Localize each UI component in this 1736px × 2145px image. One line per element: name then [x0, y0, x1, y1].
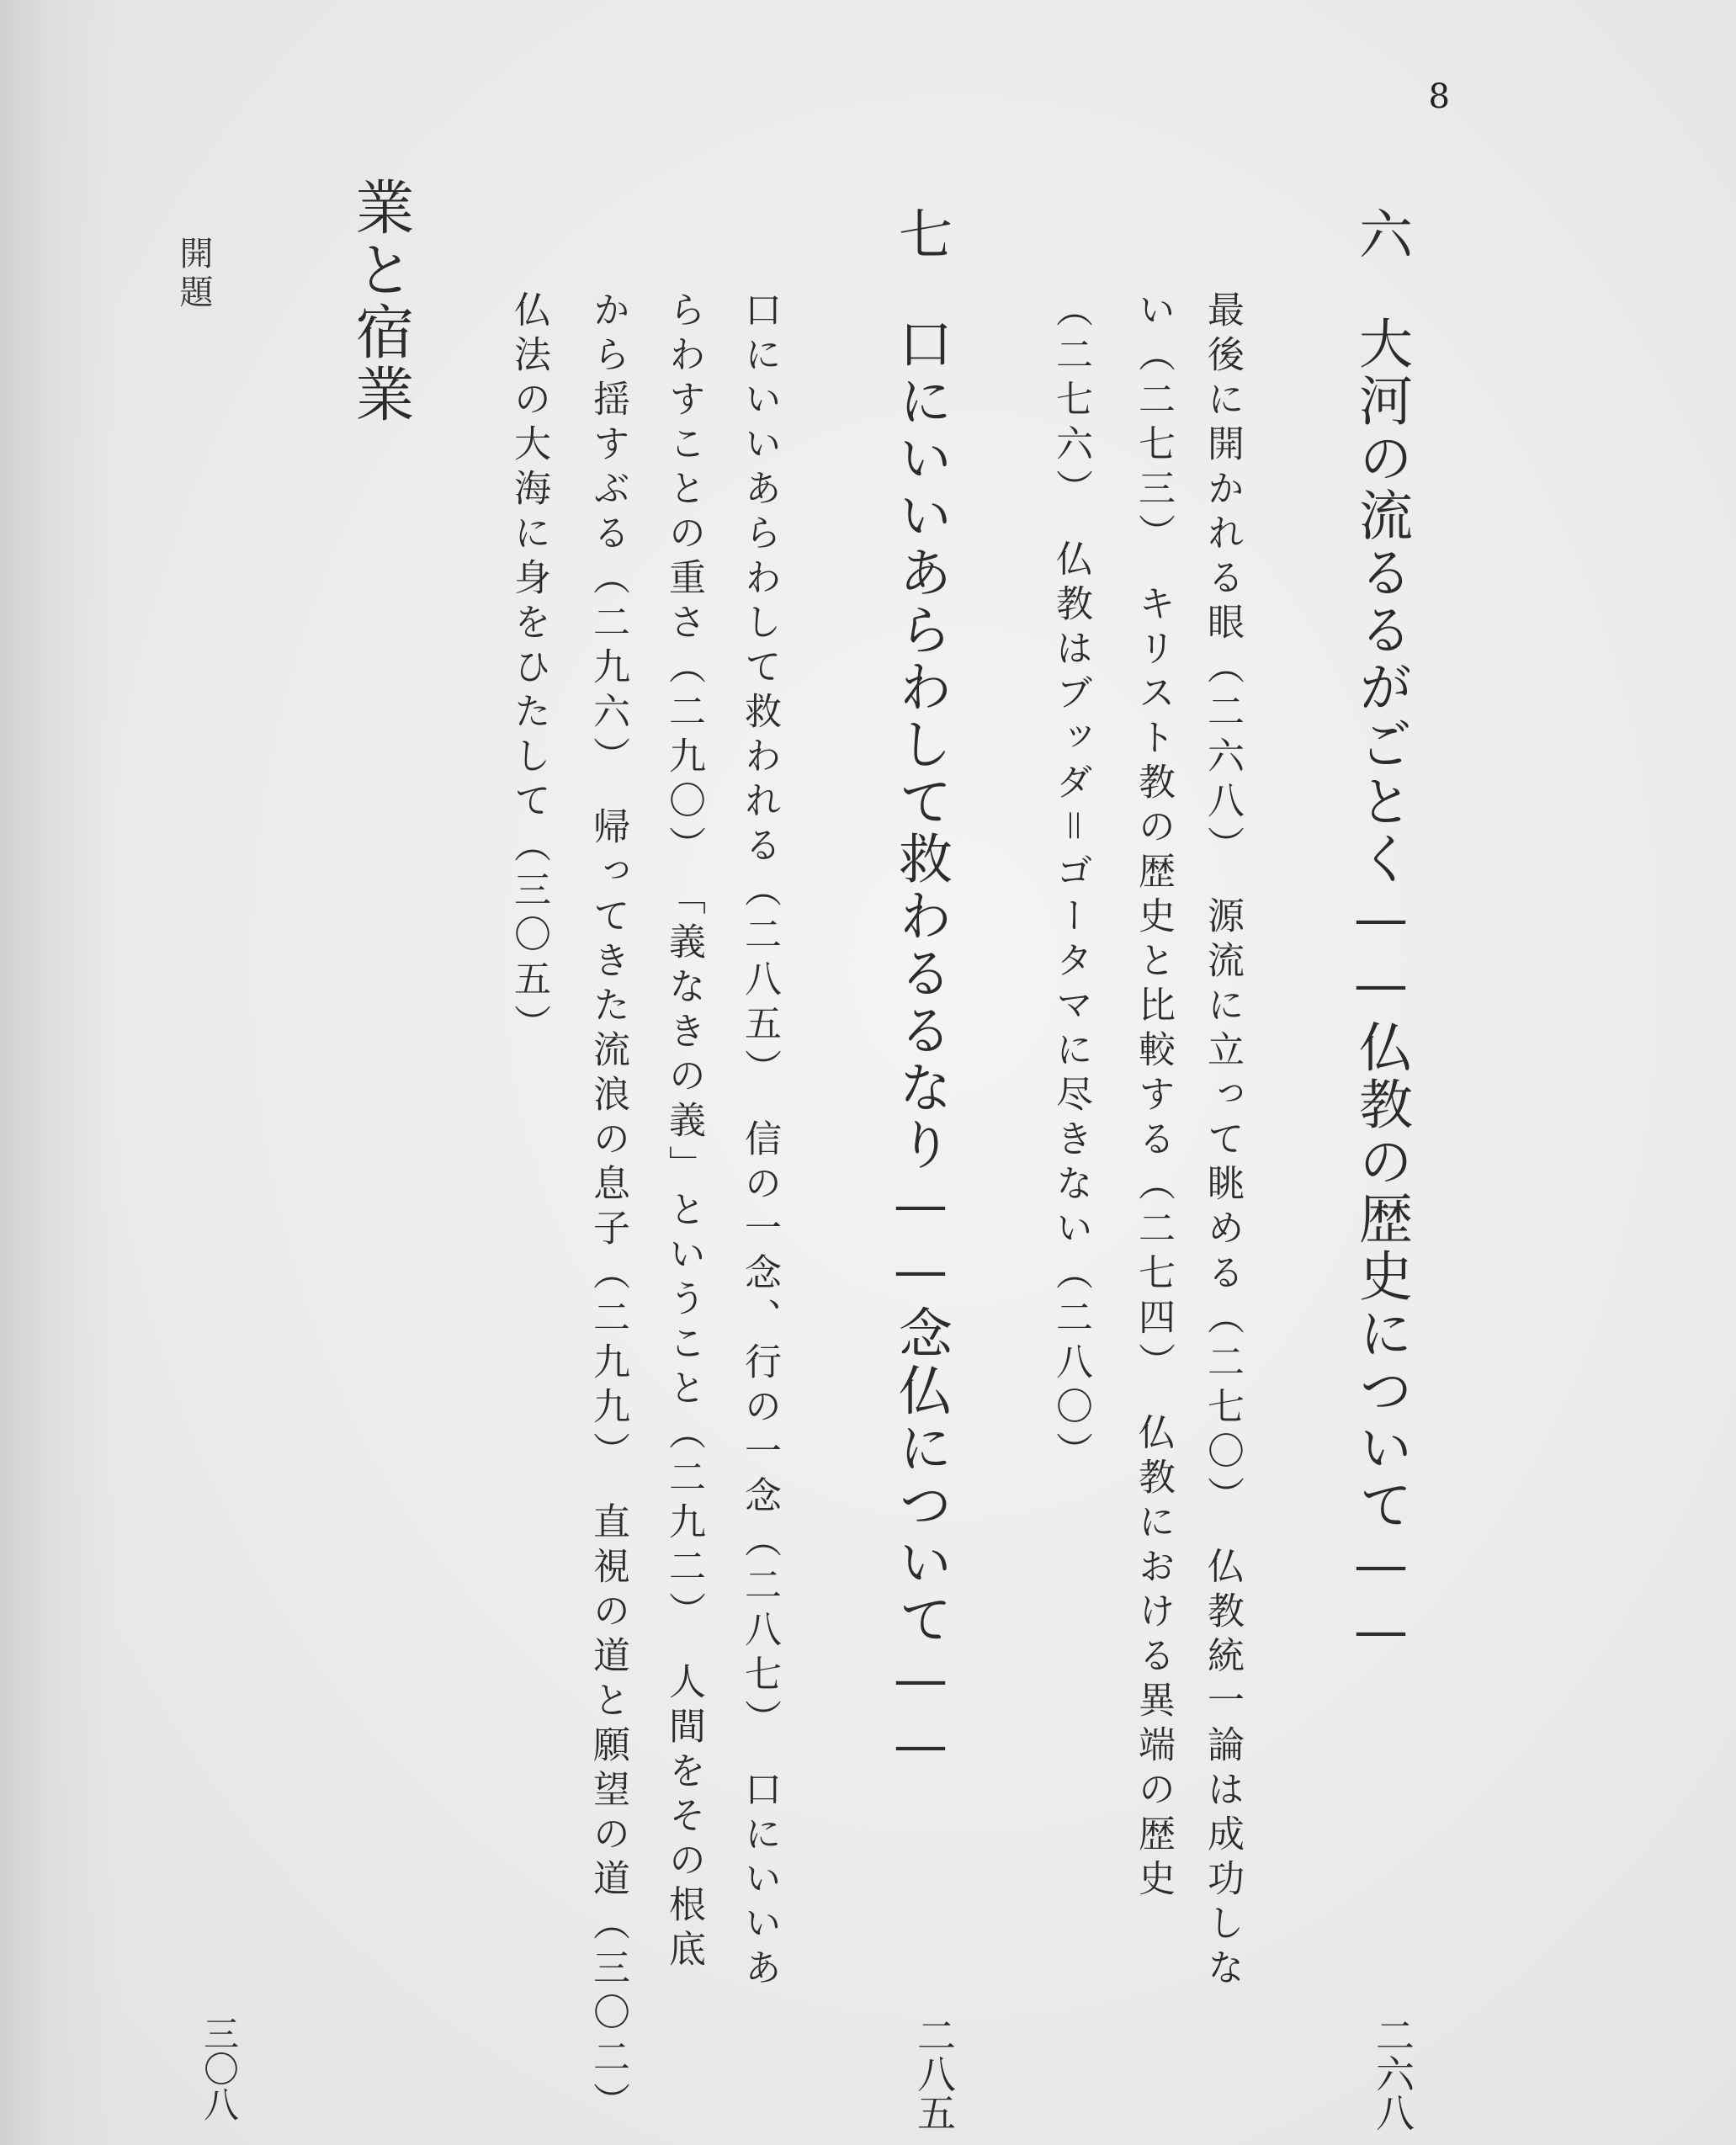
section-title: 業と宿業	[346, 177, 415, 426]
chapter-7-number: 七	[889, 206, 952, 263]
page-gutter-shadow	[0, 0, 118, 2145]
chapter-7-page: 二八五	[911, 2015, 957, 2132]
chapter-6-page: 二六八	[1370, 2015, 1415, 2132]
chapter-6-line-3: （二七六） 仏教はブッダ＝ゴータマに尽きない（二八〇）	[1049, 290, 1092, 1476]
chapter-7-line-2: らわすことの重さ（二九〇） 「義なきの義」ということ（二九二） 人間をその根底	[662, 290, 705, 1974]
chapter-6-line-1: 最後に開かれる眼（二六八） 源流に立って眺める（二七〇） 仏教統一論は成功しな	[1201, 290, 1244, 1993]
chapter-6-title: 大河の流るるがごとく——仏教の歴史について——	[1350, 316, 1412, 1665]
chapter-7-line-3: から揺すぶる（二九六） 帰ってきた流浪の息子（二九九） 直視の道と願望の道（三〇二）	[587, 290, 629, 2126]
chapter-6-heading	[1342, 206, 1420, 1665]
running-head-page: 三〇八	[199, 2015, 240, 2121]
chapter-6-number: 六	[1350, 206, 1412, 263]
chapter-7-line-1: 口にいいあらわして救われる（二八五） 信の一念、行の一念（二八七） 口にいいあ	[738, 290, 781, 1993]
chapter-7-line-4: 仏法の大海に身をひたして（三〇五）	[507, 290, 550, 1049]
page-folio: 8	[1428, 77, 1450, 116]
chapter-7-title: 口にいいあらわして救わるるなり——念仏について——	[889, 316, 952, 1780]
chapter-7-heading	[882, 206, 959, 1780]
running-head-label: 開題	[174, 236, 213, 313]
chapter-6-line-2: い（二七三） キリスト教の歴史と比較する（二七四） 仏教における異端の歴史	[1132, 290, 1175, 1903]
